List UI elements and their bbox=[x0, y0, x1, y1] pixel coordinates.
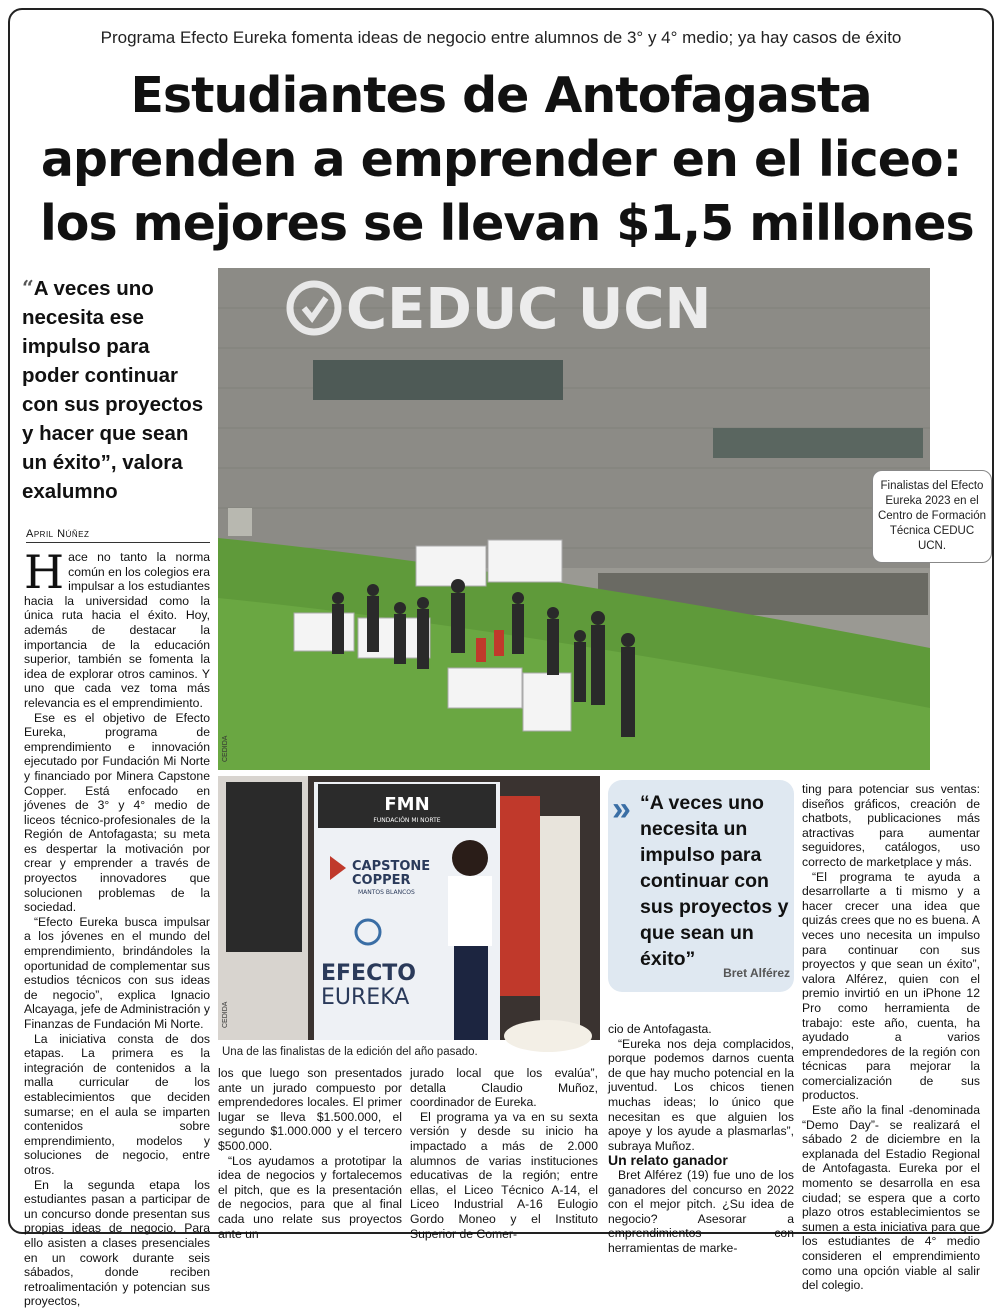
col3-para-2: El programa ya va en su sexta versión y desde su inicio ha impactado a más de 2.000 alumnos de varias instituciones educativas de la región; entre ellas, el Liceo Técnico A-14, el Liceo Industrial A-16 Eulogio Gordo Moneo y el Instituto Superior de Comer- bbox=[410, 1109, 598, 1241]
col1-para-3: “Efecto Eureka busca impulsar a los jóvenes en el mundo del emprendimiento, brindándoles la oportunidad de complementar sus estudios técnicos con sus ideas de negocio”, explica Ignacio Alcayaga, jefe de Administración y Finanzas de Fundación Mi Norte. bbox=[24, 914, 210, 1031]
headline-line-2: aprenden a emprender en el liceo: bbox=[40, 131, 962, 188]
photo-ceduc-illustration bbox=[218, 268, 930, 770]
column-2 bbox=[218, 1066, 402, 1241]
quote-box-author: Bret Alférez bbox=[723, 966, 790, 980]
subhead-relato: Un relato ganador bbox=[608, 1152, 728, 1169]
photo-ceduc-finalists bbox=[218, 268, 930, 770]
photo-finalist-illustration bbox=[218, 776, 600, 1040]
column-1 bbox=[24, 545, 210, 1309]
byline: April Núñez bbox=[26, 528, 210, 543]
capstone-text: CAPSTONE bbox=[352, 859, 431, 874]
eureka-text: EUREKA bbox=[321, 985, 410, 1010]
pull-quote-left bbox=[22, 274, 208, 506]
quote-box-text: “A veces uno necesita un impulso para continuar con sus proyectos y que sean un éxito” bbox=[640, 792, 789, 970]
photo2-credit: CEDIDA bbox=[222, 1001, 229, 1028]
efecto-text: EFECTO bbox=[321, 961, 416, 986]
col1-para-1: Hace no tanto la norma común en los colegios era impulsar a los estudiantes hacia la universidad como la única ruta hacia el éxito. Hoy, además de destacar la importancia de la educación superior, también se fomenta la idea de explorar otros caminos. Y uno que cada vez toma más relevancia es el emprendimiento. bbox=[24, 545, 210, 710]
col5-para-3: Este año la final -denominada “Demo Day”- se realizará el sábado 2 de diciembre en la explanada del Estadio Regional de Antofagasta. Eureka por el momento se desarrolla en esa ciudad; se espera que a corto plazo otros establecimientos se sumen a esta iniciativa para que los estudiantes de 4° medio consideren el emprendimiento como una opción viable al salir del colegio. bbox=[802, 1103, 980, 1293]
col5-para-2: “El programa te ayuda a desarrollarte a ti mismo y a hacer crecer una idea que quizás crees que no es buena. A veces uno necesita un impulso para continuar con sus proyectos y que sean un éxito”, valora Alférez, quien con el premio invirtió en un iPhone 12 Pro como herramienta de trabajo: este año, cuenta, ha ayudado a varios emprendedores de la región con técnicas para mejorar la comercialización de sus productos. bbox=[802, 869, 980, 1103]
fmn-logo-text: FMN bbox=[384, 794, 430, 815]
pull-quote-left-text: A veces uno necesita ese impulso para poder continuar con sus proyectos y hacer que sean un éxito”, valora exalumno bbox=[22, 277, 204, 503]
fmn-logo-sub: FUNDACIÓN MI NORTE bbox=[373, 817, 441, 824]
col2-para-2: “Los ayudamos a prototipar la idea de negocios y fortalecemos el pitch, que es la presentación de negocios, para que al final cada uno relate sus proyectos ante un bbox=[218, 1153, 402, 1241]
ceduc-sign: CEDUC UCN bbox=[346, 277, 712, 342]
dropcap: H bbox=[24, 545, 65, 599]
column-5 bbox=[802, 782, 980, 1293]
col3-para-1: jurado local que los evalúa”, detalla Claudio Muñoz, coordinador de Eureka. bbox=[410, 1066, 598, 1110]
headline-line-3: los mejores se llevan $1,5 millones bbox=[40, 195, 974, 252]
quote-chevron-icon: » bbox=[612, 790, 631, 828]
col1-para-4: La iniciativa consta de dos etapas. La primera es la integración de contenidos a la malla curricular de los establecimientos que deciden sumarse; en el aula se imparten contenidos sobre emprendimiento, modelos y soluciones de negocio, entre otros. bbox=[24, 1031, 210, 1177]
headline-line-1: Estudiantes de Antofagasta bbox=[130, 67, 872, 124]
quote-box bbox=[608, 780, 794, 992]
col4-para-1: cio de Antofagasta. bbox=[608, 1022, 712, 1036]
photo-finalist-presenting bbox=[218, 776, 600, 1040]
photo1-caption: Finalistas del Efecto Eureka 2023 en el Centro de Formación Técnica CEDUC UCN. bbox=[872, 470, 992, 563]
copper-text: COPPER bbox=[352, 873, 411, 888]
open-quote-mark: “ bbox=[22, 276, 34, 300]
col2-para-1: los que luego son presentados ante un jurado compuesto por emprendedores locales. El primer lugar se lleva $1.500.000, el segundo $1.000.000 y el tercero $500.000. bbox=[218, 1066, 402, 1153]
headline bbox=[40, 64, 974, 256]
col4-para-3: Bret Alférez (19) fue uno de los ganadores del concurso en 2022 con el mejor pitch. ¿Su idea de negocio? Asesorar a emprendimientos con herramientas de marke- bbox=[608, 1167, 794, 1255]
article-frame bbox=[8, 8, 994, 1309]
col1-para-2: Ese es el objetivo de Efecto Eureka, programa de emprendimiento e innovación ejecutado por Fundación Mi Norte y financiado por Minera Capstone Copper. Está enfocado en jóvenes de 3° y 4° medio de liceos técnico-profesionales de la Región de Antofagasta; su meta es despertar la motivación por crear y emprender a través de proyectos innovadores que solucionen problemas de la sociedad. bbox=[24, 710, 210, 915]
photo1-credit: CEDIDA bbox=[222, 735, 229, 762]
col1-para-5: En la segunda etapa los estudiantes pasan a participar de un concurso donde presentan sus propias ideas de negocio. Para ello asisten a clases presenciales en un cowork durante seis sábados, donde reciben retroalimentación y potencian sus proyectos, bbox=[24, 1177, 210, 1309]
mantos-text: MANTOS BLANCOS bbox=[358, 889, 415, 896]
photo2-caption: Una de las finalistas de la edición del año pasado. bbox=[222, 1046, 478, 1058]
column-3 bbox=[410, 1066, 598, 1241]
kicker: Programa Efecto Eureka fomenta ideas de negocio entre alumnos de 3° y 4° medio; ya hay casos de éxito bbox=[100, 28, 902, 47]
col5-para-1: ting para potenciar sus ventas: diseños gráficos, creación de chatbots, publicaciones más atractivas para aumentar seguidores, catálogos, uso correcto de marketplace y más. bbox=[802, 782, 980, 869]
col4-para-2: “Eureka nos deja complacidos, porque podemos darnos cuenta de que hay mucho potencial en la juventud. Los chicos tienen muchas ideas; lo único que necesitan es que alguien los apoye y los ayude a plasmarlas”, subraya Muñoz. bbox=[608, 1036, 794, 1153]
column-4 bbox=[608, 1022, 794, 1256]
